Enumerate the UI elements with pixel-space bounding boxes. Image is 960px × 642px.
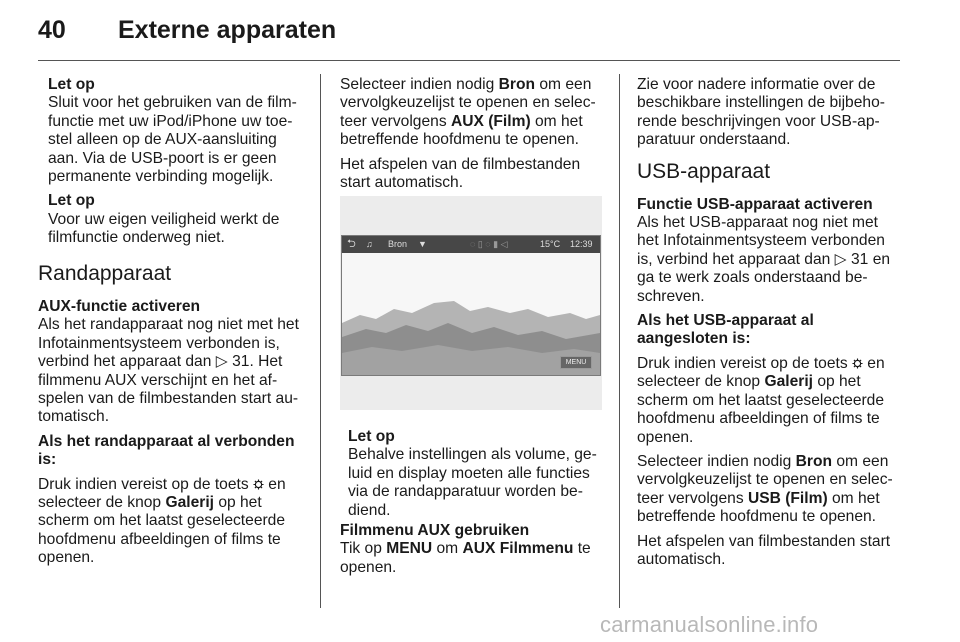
subheading: Filmmenu AUX gebruiken [340, 522, 530, 539]
paragraph [637, 196, 903, 306]
section-heading: USB-apparaat [637, 159, 771, 183]
paragraph [340, 522, 604, 577]
column-1 [48, 76, 306, 254]
text-span: Selecteer indien nodig [637, 452, 796, 470]
page-title: Externe apparaten [118, 16, 337, 44]
paragraph [340, 76, 604, 150]
subheading: Functie USB-apparaat activeren [637, 195, 873, 213]
status-icons: ◌ ▯ ◌ ▮ ◁ [470, 239, 508, 249]
bold-term: Galerij [165, 494, 214, 512]
paragraph [637, 355, 903, 447]
paragraph: Het afspelen van de filmbestanden start automatisch. [340, 155, 581, 192]
note-block-1 [48, 76, 306, 186]
text-span: om het betreffende hoofdmenu te openen. [637, 489, 880, 526]
text-span: Als het USB-apparaat nog niet met het Infotainmentsysteem verbonden is, verbind het apparaat dan [637, 214, 885, 268]
temperature: 15°C [540, 239, 561, 249]
text-span: om een vervolgkeuzelijst te openen en selec-teer vervolgens [637, 452, 893, 507]
text-span: Tik op [340, 540, 387, 558]
paragraph [637, 312, 903, 349]
clock: 12:39 [570, 239, 593, 249]
bold-term: AUX Filmmenu [462, 540, 574, 558]
text-span: te openen. [340, 540, 591, 576]
note-text: Sluit voor het gebruiken van de film-functie met uw iPod/iPhone uw toe-stel alleen op de AUX-aansluiting aan. Via de USB-poort is er geen permanente verbinding mogelijk. [48, 94, 297, 186]
column-2-bottom [340, 522, 604, 583]
note-block-2 [48, 192, 306, 247]
source-label: Bron [388, 239, 408, 249]
text-span: om een vervolgkeuzelijst te openen en selec-teer vervolgens [340, 76, 596, 130]
text-span: en ga te werk zoals onderstaand be-schreven. [637, 250, 891, 305]
column-2-top [340, 76, 604, 198]
paragraph [38, 433, 306, 470]
note-text: Voor uw eigen veiligheid werkt de filmfunctie onderweg niet. [48, 210, 280, 247]
note-block [348, 428, 604, 520]
gear-icon [852, 358, 863, 369]
column-1-main [38, 252, 306, 574]
paragraph [637, 453, 903, 527]
page-ref-icon: ▷ [215, 353, 228, 371]
bold-term: Galerij [764, 373, 813, 391]
source-icon: ♫ [366, 239, 373, 249]
screen-status-bar [342, 236, 600, 253]
note-text: Behalve instellingen als volume, ge-luid en display moeten alle functies via de randapparatuur worden be-diend. [348, 446, 597, 519]
back-icon: ⮌ [347, 238, 356, 250]
bold-term: MENU [386, 540, 433, 558]
paragraph [38, 476, 306, 568]
page-ref: 31 [851, 250, 869, 268]
text-span: om het betreffende hoofdmenu te openen. [340, 112, 583, 149]
note-label: Let op [48, 192, 95, 210]
paragraph [38, 298, 306, 427]
text-span: op het scherm om het laatst geselecteerde hoofdmenu afbeeldingen of films te openen. [38, 494, 286, 567]
gear-icon [253, 479, 264, 490]
section-heading: Randapparaat [38, 262, 172, 285]
text-span: Selecteer indien nodig [340, 76, 499, 93]
menu-button: MENU [560, 356, 592, 369]
bold-term: USB (Film) [747, 489, 828, 507]
column-2-note [348, 428, 604, 526]
watermark: carmanualsonline.info [600, 612, 819, 637]
page-ref-icon: ▷ [834, 250, 847, 268]
text-span: op het scherm om het laatst geselecteerde hoofdmenu afbeeldingen of films te openen. [637, 373, 885, 446]
text-span: . Het filmmenu AUX verschijnt en het af-spelen van de filmbestanden start au-tomatisch. [38, 353, 299, 426]
column-divider-1 [320, 74, 321, 608]
paragraph: Zie voor nadere informatie over de beschikbare instellingen de bijbeho-rende beschrijvingen voor USB-ap-paratuur onderstaand. [637, 76, 885, 149]
text-span: en selecteer de knop [38, 475, 286, 512]
note-label: Let op [48, 76, 95, 93]
text-span: Druk indien vereist op de toets [637, 354, 852, 372]
note-label: Let op [348, 428, 395, 445]
subheading: AUX-functie activeren [38, 298, 201, 315]
header-divider [38, 60, 900, 61]
bold-term: Bron [795, 452, 833, 470]
text-span: Druk indien vereist op de toets [38, 475, 253, 493]
page-ref: 31 [232, 353, 250, 371]
page-number: 40 [38, 16, 66, 44]
bold-term: Bron [498, 76, 536, 93]
column-divider-2 [619, 74, 620, 608]
dropdown-icon: ▼ [418, 239, 427, 249]
page-header [0, 0, 960, 60]
text-span: Als het randapparaat nog niet met het Infotainmentsysteem verbonden is, verbind het apparaat dan [38, 316, 299, 371]
text-span: en selecteer de knop [637, 354, 885, 391]
subheading: Als het USB-apparaat al aangesloten is: [637, 312, 814, 348]
column-3 [637, 76, 903, 575]
subheading: Als het randapparaat al verbonden is: [38, 432, 295, 469]
text-span: om [432, 540, 463, 558]
bold-term: AUX (Film) [450, 112, 531, 130]
paragraph: Het afspelen van filmbestanden start automatisch. [637, 532, 891, 568]
infotainment-screen-image [341, 235, 601, 376]
